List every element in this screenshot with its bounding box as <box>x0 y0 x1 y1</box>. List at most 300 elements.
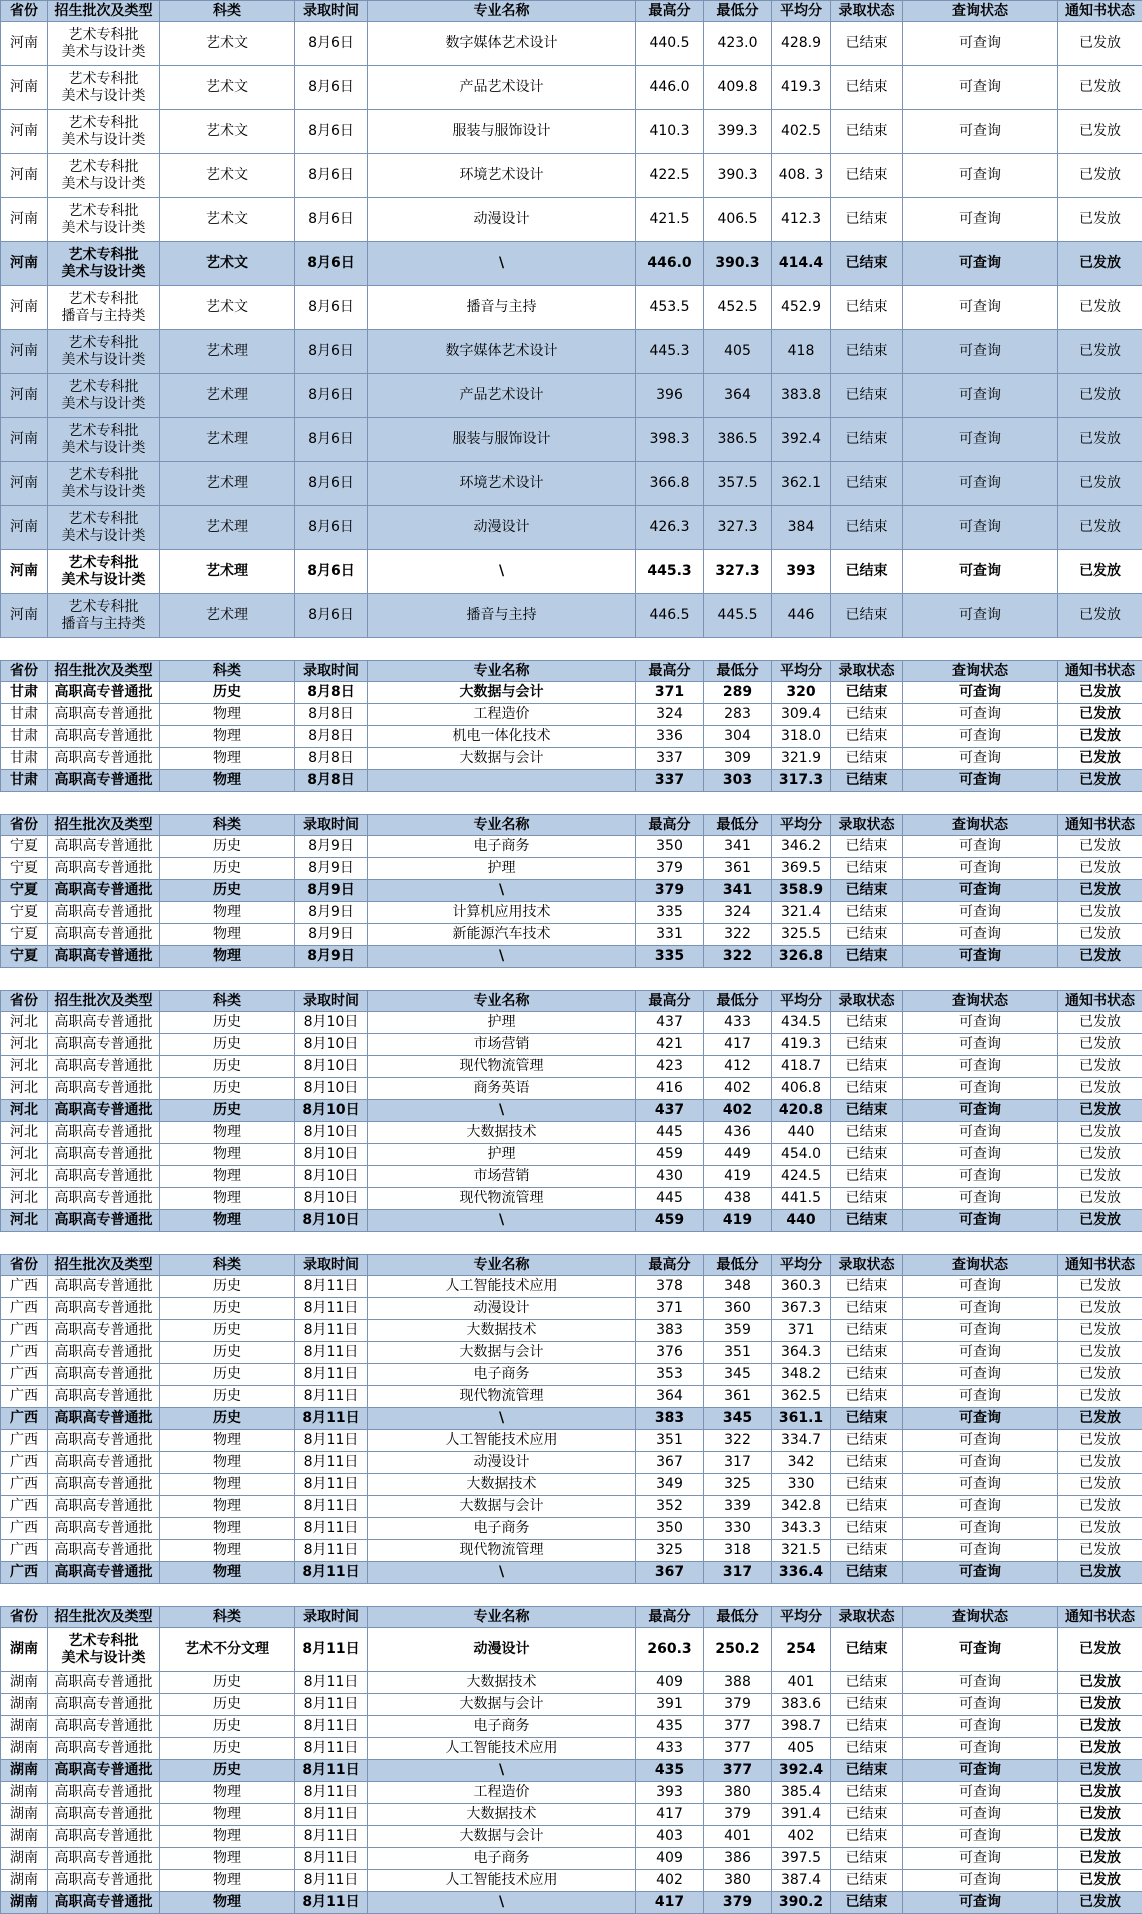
cell-min-score: 322 <box>704 1430 772 1452</box>
cell-admission-date: 8月11日 <box>295 1826 368 1848</box>
cell-province: 广西 <box>1 1496 48 1518</box>
cell-min-score: 317 <box>704 1452 772 1474</box>
cell-notice-status: 已发放 <box>1058 1628 1142 1672</box>
cell-query-status: 可查询 <box>903 924 1058 946</box>
cell-max-score: 433 <box>636 1738 704 1760</box>
cell-batch-type: 高职高专普通批 <box>48 1826 160 1848</box>
cell-major: 电子商务 <box>368 836 636 858</box>
cell-province: 河北 <box>1 1166 48 1188</box>
cell-max-score: 371 <box>636 682 704 704</box>
cell-province: 河南 <box>1 154 48 198</box>
cell-max-score: 421 <box>636 1034 704 1056</box>
cell-min-score: 341 <box>704 836 772 858</box>
cell-query-status: 可查询 <box>903 902 1058 924</box>
cell-admission-date: 8月10日 <box>295 1188 368 1210</box>
cell-min-score: 379 <box>704 1804 772 1826</box>
summary-row <box>1 1408 1142 1430</box>
cell-admission-status: 已结束 <box>831 1364 903 1386</box>
header-query-status: 查询状态 <box>903 1255 1058 1276</box>
cell-notice-status: 已发放 <box>1058 880 1142 902</box>
cell-max-score: 324 <box>636 704 704 726</box>
cell-subject: 艺术理 <box>160 594 295 638</box>
cell-min-score: 399.3 <box>704 110 772 154</box>
cell-admission-date: 8月6日 <box>295 110 368 154</box>
cell-max-score: 353 <box>636 1364 704 1386</box>
cell-batch-type: 高职高专普通批 <box>48 924 160 946</box>
cell-batch-type: 高职高专普通批 <box>48 1474 160 1496</box>
cell-max-score: 391 <box>636 1694 704 1716</box>
cell-subject: 物理 <box>160 1804 295 1826</box>
table-row <box>1 418 1142 462</box>
header-batch-type: 招生批次及类型 <box>48 815 160 836</box>
cell-min-score: 402 <box>704 1100 772 1122</box>
cell-notice-status: 已发放 <box>1058 1474 1142 1496</box>
cell-max-score: 376 <box>636 1342 704 1364</box>
cell-admission-date: 8月11日 <box>295 1364 368 1386</box>
cell-province: 河北 <box>1 1144 48 1166</box>
header-max-score: 最高分 <box>636 1607 704 1628</box>
cell-batch-type: 高职高专普通批 <box>48 1694 160 1716</box>
cell-admission-status: 已结束 <box>831 1452 903 1474</box>
cell-province: 湖南 <box>1 1848 48 1870</box>
cell-notice-status: 已发放 <box>1058 1870 1142 1892</box>
cell-batch-type: 艺术专科批 美术与设计类 <box>48 374 160 418</box>
cell-admission-status: 已结束 <box>831 66 903 110</box>
cell-major: 计算机应用技术 <box>368 902 636 924</box>
cell-query-status: 可查询 <box>903 1694 1058 1716</box>
cell-admission-date: 8月11日 <box>295 1848 368 1870</box>
table-row <box>1 22 1142 66</box>
cell-notice-status: 已发放 <box>1058 858 1142 880</box>
cell-province: 河南 <box>1 506 48 550</box>
table-row <box>1 1540 1142 1562</box>
cell-min-score: 327.3 <box>704 550 772 594</box>
cell-query-status: 可查询 <box>903 1716 1058 1738</box>
header-province: 省份 <box>1 1 48 22</box>
cell-avg-score: 392.4 <box>772 1760 831 1782</box>
cell-query-status: 可查询 <box>903 66 1058 110</box>
cell-subject: 艺术文 <box>160 22 295 66</box>
cell-notice-status: 已发放 <box>1058 1078 1142 1100</box>
header-notice-status: 通知书状态 <box>1058 815 1142 836</box>
cell-notice-status: 已发放 <box>1058 1144 1142 1166</box>
cell-min-score: 379 <box>704 1892 772 1914</box>
summary-row <box>1 1562 1142 1584</box>
header-row <box>1 815 1142 836</box>
cell-batch-type: 高职高专普通批 <box>48 682 160 704</box>
header-max-score: 最高分 <box>636 991 704 1012</box>
cell-batch-type: 高职高专普通批 <box>48 1672 160 1694</box>
cell-province: 河北 <box>1 1188 48 1210</box>
cell-query-status: 可查询 <box>903 1056 1058 1078</box>
cell-avg-score: 385.4 <box>772 1782 831 1804</box>
cell-admission-status: 已结束 <box>831 462 903 506</box>
cell-avg-score: 309.4 <box>772 704 831 726</box>
cell-avg-score: 419.3 <box>772 66 831 110</box>
cell-subject: 物理 <box>160 1122 295 1144</box>
cell-min-score: 325 <box>704 1474 772 1496</box>
cell-subject: 历史 <box>160 1320 295 1342</box>
cell-notice-status: 已发放 <box>1058 1518 1142 1540</box>
cell-subject: 艺术理 <box>160 418 295 462</box>
cell-subject: 历史 <box>160 858 295 880</box>
cell-batch-type: 高职高专普通批 <box>48 1210 160 1232</box>
cell-batch-type: 高职高专普通批 <box>48 1056 160 1078</box>
cell-province: 湖南 <box>1 1628 48 1672</box>
cell-query-status: 可查询 <box>903 418 1058 462</box>
cell-avg-score: 412.3 <box>772 198 831 242</box>
cell-avg-score: 387.4 <box>772 1870 831 1892</box>
cell-notice-status: 已发放 <box>1058 1892 1142 1914</box>
cell-query-status: 可查询 <box>903 462 1058 506</box>
header-batch-type: 招生批次及类型 <box>48 1 160 22</box>
cell-notice-status: 已发放 <box>1058 154 1142 198</box>
cell-province: 河南 <box>1 330 48 374</box>
table-row <box>1 1628 1142 1672</box>
cell-avg-score: 367.3 <box>772 1298 831 1320</box>
cell-subject: 物理 <box>160 902 295 924</box>
cell-max-score: 402 <box>636 1870 704 1892</box>
table-row <box>1 1848 1142 1870</box>
header-max-score: 最高分 <box>636 1255 704 1276</box>
cell-min-score: 445.5 <box>704 594 772 638</box>
cell-min-score: 289 <box>704 682 772 704</box>
cell-max-score: 351 <box>636 1430 704 1452</box>
cell-avg-score: 334.7 <box>772 1430 831 1452</box>
cell-query-status: 可查询 <box>903 1166 1058 1188</box>
cell-batch-type: 高职高专普通批 <box>48 1276 160 1298</box>
cell-avg-score: 418 <box>772 330 831 374</box>
cell-max-score: 445.3 <box>636 550 704 594</box>
table-row <box>1 1496 1142 1518</box>
cell-notice-status: 已发放 <box>1058 1364 1142 1386</box>
cell-subject: 历史 <box>160 1364 295 1386</box>
cell-admission-date: 8月11日 <box>295 1672 368 1694</box>
cell-batch-type: 高职高专普通批 <box>48 1452 160 1474</box>
cell-query-status: 可查询 <box>903 286 1058 330</box>
cell-admission-status: 已结束 <box>831 682 903 704</box>
header-province: 省份 <box>1 1255 48 1276</box>
cell-major: \ <box>368 880 636 902</box>
cell-major: 人工智能技术应用 <box>368 1738 636 1760</box>
cell-min-score: 283 <box>704 704 772 726</box>
cell-notice-status: 已发放 <box>1058 286 1142 330</box>
cell-query-status: 可查询 <box>903 946 1058 968</box>
header-row <box>1 661 1142 682</box>
cell-max-score: 335 <box>636 902 704 924</box>
cell-min-score: 379 <box>704 1694 772 1716</box>
header-batch-type: 招生批次及类型 <box>48 1255 160 1276</box>
cell-admission-date: 8月11日 <box>295 1430 368 1452</box>
cell-admission-status: 已结束 <box>831 1386 903 1408</box>
cell-subject: 物理 <box>160 1892 295 1914</box>
cell-notice-status: 已发放 <box>1058 1210 1142 1232</box>
cell-admission-status: 已结束 <box>831 418 903 462</box>
cell-admission-status: 已结束 <box>831 154 903 198</box>
cell-max-score: 435 <box>636 1716 704 1738</box>
cell-province: 广西 <box>1 1452 48 1474</box>
cell-avg-score: 383.8 <box>772 374 831 418</box>
cell-subject: 历史 <box>160 1408 295 1430</box>
cell-admission-status: 已结束 <box>831 1320 903 1342</box>
cell-major: 电子商务 <box>368 1716 636 1738</box>
cell-avg-score: 348.2 <box>772 1364 831 1386</box>
cell-avg-score: 371 <box>772 1320 831 1342</box>
cell-subject: 历史 <box>160 1034 295 1056</box>
cell-batch-type: 高职高专普通批 <box>48 1496 160 1518</box>
cell-notice-status: 已发放 <box>1058 836 1142 858</box>
cell-admission-status: 已结束 <box>831 286 903 330</box>
cell-subject: 艺术理 <box>160 506 295 550</box>
cell-subject: 物理 <box>160 1496 295 1518</box>
header-major: 专业名称 <box>368 1607 636 1628</box>
cell-major: \ <box>368 1100 636 1122</box>
cell-subject: 历史 <box>160 1100 295 1122</box>
cell-batch-type: 高职高专普通批 <box>48 1738 160 1760</box>
cell-query-status: 可查询 <box>903 1012 1058 1034</box>
cell-admission-status: 已结束 <box>831 506 903 550</box>
cell-max-score: 335 <box>636 946 704 968</box>
cell-min-score: 361 <box>704 1386 772 1408</box>
table-row <box>1 1518 1142 1540</box>
table-row <box>1 682 1142 704</box>
cell-query-status: 可查询 <box>903 1386 1058 1408</box>
cell-admission-date: 8月9日 <box>295 946 368 968</box>
cell-admission-status: 已结束 <box>831 1738 903 1760</box>
cell-avg-score: 362.1 <box>772 462 831 506</box>
cell-max-score: 417 <box>636 1804 704 1826</box>
cell-province: 甘肃 <box>1 682 48 704</box>
cell-admission-status: 已结束 <box>831 1628 903 1672</box>
cell-major: 工程造价 <box>368 704 636 726</box>
cell-subject: 艺术理 <box>160 462 295 506</box>
header-admission-status: 录取状态 <box>831 1255 903 1276</box>
cell-admission-date: 8月6日 <box>295 550 368 594</box>
cell-notice-status: 已发放 <box>1058 1100 1142 1122</box>
cell-major: 人工智能技术应用 <box>368 1276 636 1298</box>
cell-subject: 物理 <box>160 1144 295 1166</box>
cell-batch-type: 高职高专普通批 <box>48 1320 160 1342</box>
cell-query-status: 可查询 <box>903 154 1058 198</box>
header-avg-score: 平均分 <box>772 991 831 1012</box>
cell-major: 大数据与会计 <box>368 1342 636 1364</box>
cell-batch-type: 高职高专普通批 <box>48 1078 160 1100</box>
cell-notice-status: 已发放 <box>1058 682 1142 704</box>
cell-major: 动漫设计 <box>368 1452 636 1474</box>
header-admission-status: 录取状态 <box>831 815 903 836</box>
cell-batch-type: 高职高专普通批 <box>48 1540 160 1562</box>
cell-admission-status: 已结束 <box>831 110 903 154</box>
cell-query-status: 可查询 <box>903 242 1058 286</box>
cell-avg-score: 414.4 <box>772 242 831 286</box>
cell-min-score: 345 <box>704 1364 772 1386</box>
cell-subject: 艺术文 <box>160 66 295 110</box>
cell-major: 环境艺术设计 <box>368 462 636 506</box>
cell-admission-status: 已结束 <box>831 1056 903 1078</box>
cell-admission-status: 已结束 <box>831 1826 903 1848</box>
cell-province: 宁夏 <box>1 836 48 858</box>
cell-notice-status: 已发放 <box>1058 1056 1142 1078</box>
header-subject: 科类 <box>160 1255 295 1276</box>
cell-max-score: 437 <box>636 1100 704 1122</box>
cell-province: 湖南 <box>1 1694 48 1716</box>
cell-query-status: 可查询 <box>903 770 1058 792</box>
cell-max-score: 446.0 <box>636 242 704 286</box>
header-major: 专业名称 <box>368 991 636 1012</box>
cell-query-status: 可查询 <box>903 1826 1058 1848</box>
cell-min-score: 406.5 <box>704 198 772 242</box>
cell-batch-type: 高职高专普通批 <box>48 1408 160 1430</box>
cell-notice-status: 已发放 <box>1058 242 1142 286</box>
cell-admission-status: 已结束 <box>831 1342 903 1364</box>
cell-major: 大数据与会计 <box>368 1694 636 1716</box>
cell-query-status: 可查询 <box>903 704 1058 726</box>
cell-major: 环境艺术设计 <box>368 154 636 198</box>
cell-notice-status: 已发放 <box>1058 330 1142 374</box>
cell-max-score: 446.5 <box>636 594 704 638</box>
cell-min-score: 377 <box>704 1738 772 1760</box>
cell-query-status: 可查询 <box>903 1210 1058 1232</box>
cell-avg-score: 325.5 <box>772 924 831 946</box>
cell-major: 服装与服饰设计 <box>368 418 636 462</box>
cell-batch-type: 高职高专普通批 <box>48 1188 160 1210</box>
cell-admission-date: 8月6日 <box>295 154 368 198</box>
header-admission-date: 录取时间 <box>295 1255 368 1276</box>
cell-admission-status: 已结束 <box>831 704 903 726</box>
cell-province: 河北 <box>1 1078 48 1100</box>
cell-admission-status: 已结束 <box>831 198 903 242</box>
section-gap <box>1 638 1142 661</box>
cell-min-score: 377 <box>704 1716 772 1738</box>
cell-admission-status: 已结束 <box>831 1474 903 1496</box>
cell-avg-score: 343.3 <box>772 1518 831 1540</box>
cell-notice-status: 已发放 <box>1058 726 1142 748</box>
cell-notice-status: 已发放 <box>1058 1320 1142 1342</box>
cell-province: 甘肃 <box>1 748 48 770</box>
cell-subject: 物理 <box>160 1210 295 1232</box>
cell-admission-date: 8月10日 <box>295 1078 368 1100</box>
cell-admission-date: 8月9日 <box>295 858 368 880</box>
cell-admission-date: 8月10日 <box>295 1210 368 1232</box>
cell-province: 湖南 <box>1 1804 48 1826</box>
cell-min-score: 402 <box>704 1078 772 1100</box>
cell-min-score: 348 <box>704 1276 772 1298</box>
cell-notice-status: 已发放 <box>1058 1188 1142 1210</box>
table-row <box>1 924 1142 946</box>
cell-batch-type: 高职高专普通批 <box>48 1782 160 1804</box>
cell-min-score: 377 <box>704 1760 772 1782</box>
cell-notice-status: 已发放 <box>1058 924 1142 946</box>
cell-query-status: 可查询 <box>903 1188 1058 1210</box>
cell-notice-status: 已发放 <box>1058 1342 1142 1364</box>
table-row <box>1 1078 1142 1100</box>
cell-admission-status: 已结束 <box>831 1430 903 1452</box>
cell-admission-status: 已结束 <box>831 726 903 748</box>
table-row <box>1 1298 1142 1320</box>
cell-batch-type: 艺术专科批 播音与主持类 <box>48 594 160 638</box>
cell-query-status: 可查询 <box>903 726 1058 748</box>
summary-row <box>1 946 1142 968</box>
cell-admission-status: 已结束 <box>831 1078 903 1100</box>
cell-subject: 历史 <box>160 1342 295 1364</box>
cell-admission-status: 已结束 <box>831 1848 903 1870</box>
cell-min-score: 322 <box>704 924 772 946</box>
cell-min-score: 324 <box>704 902 772 924</box>
header-notice-status: 通知书状态 <box>1058 1 1142 22</box>
cell-admission-date: 8月6日 <box>295 66 368 110</box>
header-subject: 科类 <box>160 661 295 682</box>
cell-province: 湖南 <box>1 1870 48 1892</box>
cell-max-score: 409 <box>636 1672 704 1694</box>
header-query-status: 查询状态 <box>903 1607 1058 1628</box>
cell-query-status: 可查询 <box>903 1078 1058 1100</box>
cell-batch-type: 高职高专普通批 <box>48 1518 160 1540</box>
cell-batch-type: 艺术专科批 美术与设计类 <box>48 462 160 506</box>
cell-province: 河南 <box>1 286 48 330</box>
header-row <box>1 991 1142 1012</box>
cell-max-score: 366.8 <box>636 462 704 506</box>
cell-admission-status: 已结束 <box>831 924 903 946</box>
cell-notice-status: 已发放 <box>1058 1848 1142 1870</box>
cell-major: \ <box>368 1210 636 1232</box>
cell-max-score: 416 <box>636 1078 704 1100</box>
cell-subject: 物理 <box>160 1452 295 1474</box>
cell-admission-date: 8月6日 <box>295 286 368 330</box>
cell-subject: 物理 <box>160 1562 295 1584</box>
cell-admission-status: 已结束 <box>831 330 903 374</box>
cell-notice-status: 已发放 <box>1058 110 1142 154</box>
cell-max-score: 423 <box>636 1056 704 1078</box>
cell-admission-status: 已结束 <box>831 242 903 286</box>
cell-subject: 艺术理 <box>160 330 295 374</box>
cell-subject: 艺术不分文理 <box>160 1628 295 1672</box>
cell-batch-type: 艺术专科批 美术与设计类 <box>48 418 160 462</box>
cell-max-score: 396 <box>636 374 704 418</box>
table-row <box>1 1166 1142 1188</box>
cell-max-score: 453.5 <box>636 286 704 330</box>
table-row <box>1 1364 1142 1386</box>
cell-min-score: 339 <box>704 1496 772 1518</box>
table-row <box>1 1276 1142 1298</box>
header-admission-date: 录取时间 <box>295 1 368 22</box>
header-subject: 科类 <box>160 991 295 1012</box>
cell-subject: 物理 <box>160 748 295 770</box>
cell-notice-status: 已发放 <box>1058 1826 1142 1848</box>
cell-province: 河北 <box>1 1034 48 1056</box>
cell-avg-score: 440 <box>772 1122 831 1144</box>
cell-query-status: 可查询 <box>903 330 1058 374</box>
cell-avg-score: 346.2 <box>772 836 831 858</box>
cell-admission-date: 8月9日 <box>295 880 368 902</box>
cell-subject: 物理 <box>160 704 295 726</box>
cell-major: 人工智能技术应用 <box>368 1870 636 1892</box>
cell-province: 河南 <box>1 550 48 594</box>
cell-query-status: 可查询 <box>903 1848 1058 1870</box>
cell-query-status: 可查询 <box>903 1452 1058 1474</box>
cell-query-status: 可查询 <box>903 1298 1058 1320</box>
cell-min-score: 436 <box>704 1122 772 1144</box>
cell-major: 产品艺术设计 <box>368 66 636 110</box>
cell-batch-type: 艺术专科批 美术与设计类 <box>48 506 160 550</box>
cell-province: 宁夏 <box>1 924 48 946</box>
cell-admission-date: 8月10日 <box>295 1144 368 1166</box>
header-admission-date: 录取时间 <box>295 815 368 836</box>
cell-province: 甘肃 <box>1 726 48 748</box>
cell-min-score: 360 <box>704 1298 772 1320</box>
cell-query-status: 可查询 <box>903 1782 1058 1804</box>
cell-subject: 历史 <box>160 836 295 858</box>
cell-batch-type: 高职高专普通批 <box>48 726 160 748</box>
